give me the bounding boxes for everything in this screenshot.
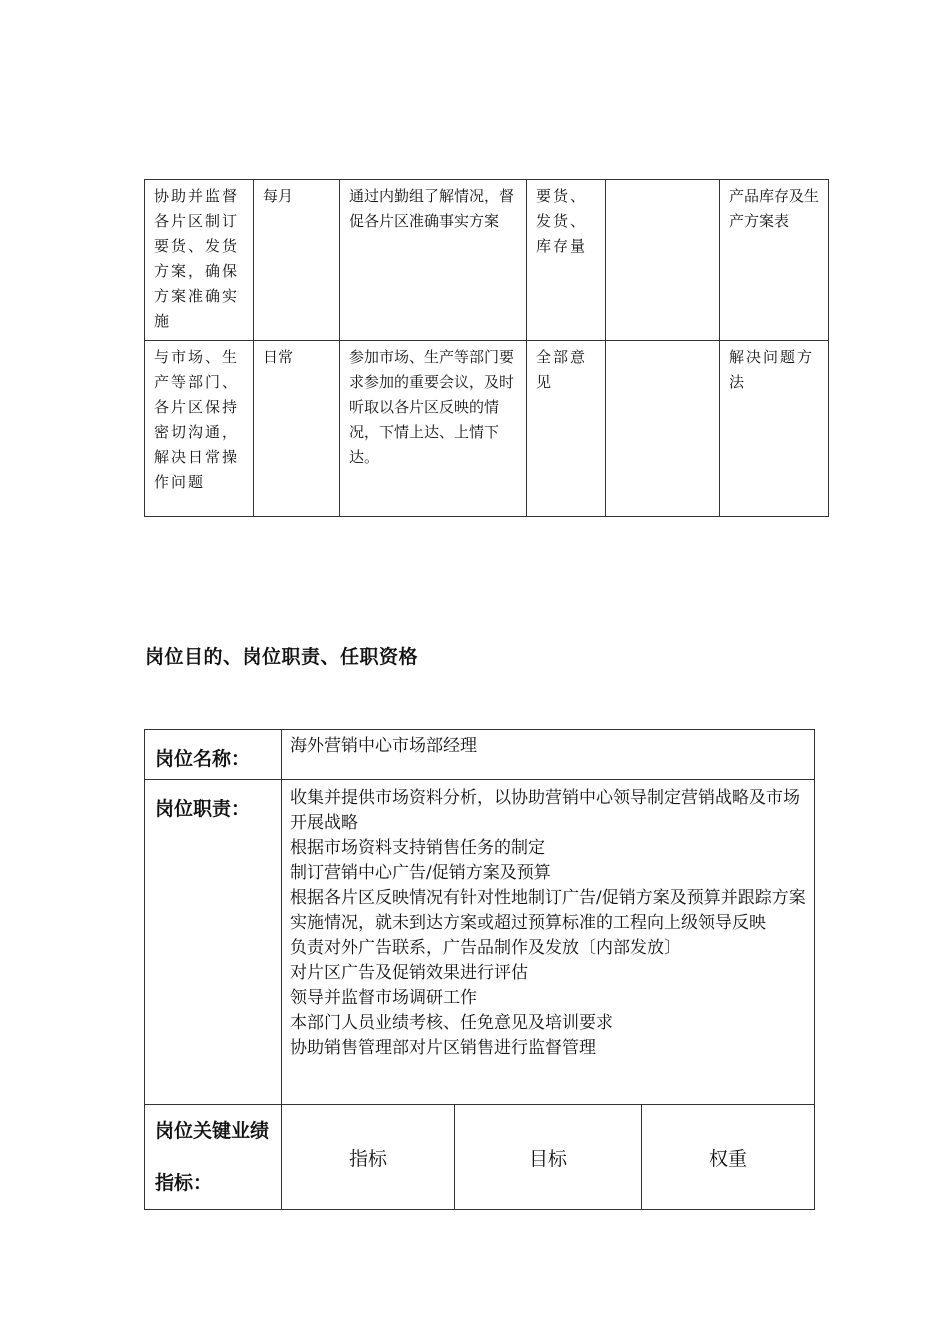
duties-list — [282, 780, 815, 1105]
task-cell: 协助并监督各片区制订要货、发货方案，确保方案准确实施 — [145, 180, 254, 341]
input-cell: 要货、发货、库存量 — [527, 180, 606, 341]
duty-item: 负责对外广告联系，广告品制作及发放〔内部发放〕 — [290, 938, 681, 958]
frequency-cell: 日常 — [254, 341, 340, 517]
position-name-value: 海外营销中心市场部经理 — [282, 730, 815, 780]
method-cell: 参加市场、生产等部门要求参加的重要会议，及时听取以各片区反映的情况，下情上达、上情下达。 — [340, 341, 527, 517]
table-row — [145, 1105, 815, 1210]
kpi-header-indicator: 指标 — [282, 1105, 455, 1210]
work-table — [144, 179, 829, 517]
task-cell: 与市场、生产等部门、各片区保持密切沟通，解决日常操作问题 — [145, 341, 254, 517]
input-cell: 全部意见 — [527, 341, 606, 517]
frequency-cell: 每月 — [254, 180, 340, 341]
position-name-label: 岗位名称： — [145, 730, 282, 780]
duty-item: 制订营销中心广告/促销方案及预算 — [290, 863, 551, 883]
duty-item: 根据市场资料支持销售任务的制定 — [290, 838, 545, 858]
duty-item: 协助销售管理部对片区销售进行监督管理 — [290, 1038, 596, 1058]
output-cell: 解决问题方法 — [720, 341, 829, 517]
duty-item: 根据各片区反映情况有针对性地制订广告/促销方案及预算并跟踪方案实施情况，就未到达方案或超过预算标准的工程向上级领导反映 — [290, 888, 806, 933]
table-row — [145, 341, 829, 517]
kpi-header-target: 目标 — [455, 1105, 642, 1210]
empty-cell — [606, 341, 720, 517]
kpi-header-weight: 权重 — [642, 1105, 815, 1210]
output-cell: 产品库存及生产方案表 — [720, 180, 829, 341]
table-row — [145, 180, 829, 341]
kpi-label: 岗位关键业绩指标： — [145, 1105, 282, 1210]
table-row — [145, 730, 815, 780]
job-description-table — [144, 729, 815, 1210]
duty-item: 对片区广告及促销效果进行评估 — [290, 963, 528, 983]
empty-cell — [606, 180, 720, 341]
duties-label: 岗位职责： — [145, 780, 282, 1105]
method-cell: 通过内勤组了解情况，督促各片区准确事实方案 — [340, 180, 527, 341]
duty-item: 收集并提供市场资料分析，以协助营销中心领导制定营销战略及市场开展战略 — [290, 788, 800, 833]
duty-item: 本部门人员业绩考核、任免意见及培训要求 — [290, 1013, 613, 1033]
table-row — [145, 780, 815, 1105]
duty-item: 领导并监督市场调研工作 — [290, 988, 477, 1008]
section-heading: 岗位目的、岗位职责、任职资格 — [145, 646, 419, 668]
